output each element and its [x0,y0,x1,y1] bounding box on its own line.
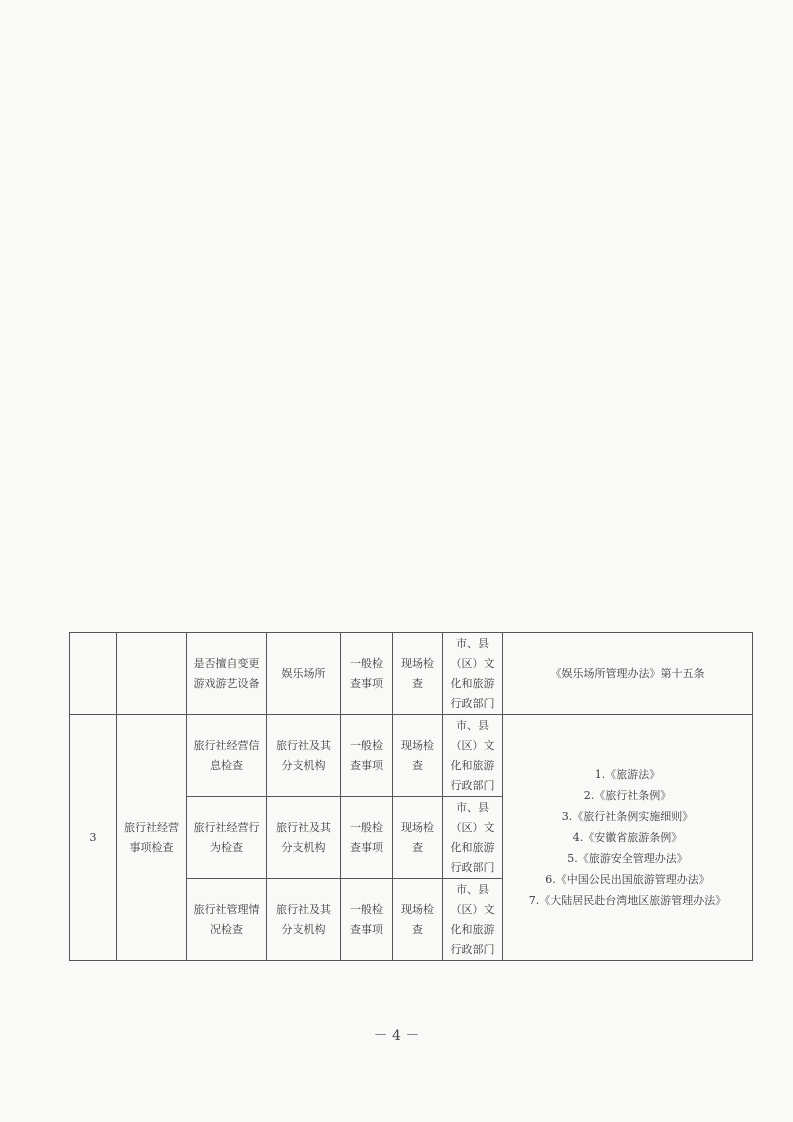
inspection-method-cell: 现场检查 [393,879,443,961]
page-number: － 4 － [373,1028,420,1044]
item-type-cell: 一般检查事项 [341,797,393,879]
category-cell: 旅行社经营事项检查 [117,715,187,961]
agency-cell: 市、县（区）文化和旅游行政部门 [443,633,503,715]
item-type-cell: 一般检查事项 [341,715,393,797]
inspection-object-cell: 旅行社及其分支机构 [267,797,341,879]
agency-cell: 市、县（区）文化和旅游行政部门 [443,715,503,797]
inspection-object-cell: 旅行社及其分支机构 [267,715,341,797]
category-cell [117,633,187,715]
table-row [70,715,753,797]
agency-cell: 市、县（区）文化和旅游行政部门 [443,797,503,879]
row-index-cell [70,633,117,715]
inspection-item-cell: 旅行社经营行为检查 [187,797,267,879]
row-index-cell: 3 [70,715,117,961]
legal-basis-item: 3.《旅行社条例实施细则》 [561,810,694,823]
inspection-item-cell: 旅行社经营信息检查 [187,715,267,797]
legal-basis-cell: 《娱乐场所管理办法》第十五条 [503,633,753,715]
inspection-item-cell: 旅行社管理情况检查 [187,879,267,961]
inspection-item-cell: 是否擅自变更游戏游艺设备 [187,633,267,715]
legal-basis-item: 7.《大陆居民赴台湾地区旅游管理办法》 [528,894,727,907]
item-type-cell: 一般检查事项 [341,879,393,961]
legal-basis-item: 1.《旅游法》 [594,768,661,781]
inspection-object-cell: 旅行社及其分支机构 [267,879,341,961]
legal-basis-cell [503,715,753,961]
legal-basis-item: 6.《中国公民出国旅游管理办法》 [545,873,710,886]
inspection-method-cell: 现场检查 [393,797,443,879]
inspection-method-cell: 现场检查 [393,633,443,715]
inspection-object-cell: 娱乐场所 [267,633,341,715]
inspection-method-cell: 现场检查 [393,715,443,797]
agency-cell: 市、县（区）文化和旅游行政部门 [443,879,503,961]
inspection-table [69,632,753,961]
legal-basis-item: 5.《旅游安全管理办法》 [567,852,688,865]
legal-basis-list [529,764,727,911]
table-row [70,633,753,715]
legal-basis-item: 2.《旅行社条例》 [583,789,672,802]
item-type-cell: 一般检查事项 [341,633,393,715]
legal-basis-item: 4.《安徽省旅游条例》 [572,831,683,844]
